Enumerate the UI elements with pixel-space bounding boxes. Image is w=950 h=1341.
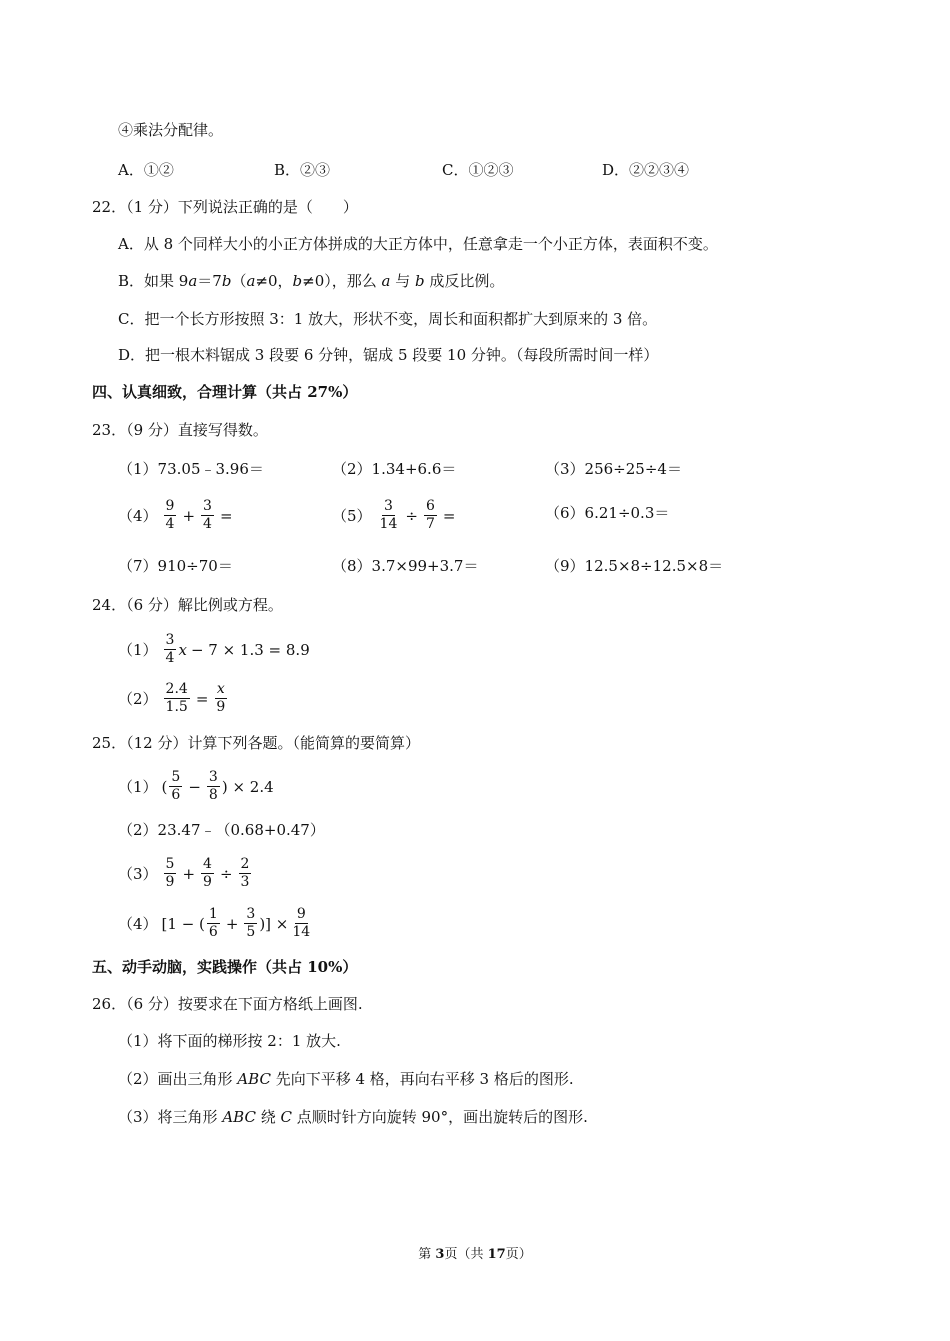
q25-item-1 [118,769,274,804]
q26-i3-pre: （3）将三角形 [118,1108,223,1126]
q26-i2-post: 先向下平移 4 格，再向右平移 3 格后的图形. [270,1070,574,1088]
operator: + [182,864,196,883]
q22-b-var-a: a [188,272,198,290]
denominator: 8 [208,787,218,803]
paren-open: ( [161,777,168,796]
q26-item-3 [118,1107,588,1127]
q21-option-b: B．②③ [274,161,331,179]
q22-b-cond2: ≠0， [255,272,293,290]
q25-i4-pre: [1 − ( [161,914,205,933]
equals: = [442,506,456,525]
operator: + [182,506,196,525]
denominator: 14 [292,924,311,940]
q22-b-b2: b [415,272,425,290]
q24-i1-rest: − 7 × 1.3 = 8.9 [190,640,310,659]
q25-item-2: （2）23.47﹣（0.68+0.47） [118,821,325,839]
q26-item-2 [118,1069,574,1089]
numerator: 9 [296,906,306,922]
q22-option-b [118,271,504,291]
q24-i1-label: （1） [118,640,158,659]
fraction [239,856,252,891]
denominator: 9 [203,874,212,890]
q23-i5-label: （5） [332,506,372,525]
q23-item-8: （8）3.7×99+3.7＝ [332,557,479,575]
numerator: 5 [171,769,181,785]
q23-item-9: （9）12.5×8÷12.5×8＝ [545,557,724,575]
q26-i3-abc: ABC [222,1108,256,1126]
fraction [214,681,227,716]
q24-i2-label: （2） [118,689,158,708]
numerator: 3 [203,498,212,514]
footer-post: 页） [505,1247,532,1262]
q23-item-7: （7）910÷70＝ [118,557,233,575]
q25-item-3 [118,856,253,891]
footer-pre: 第 [418,1247,436,1262]
q22-option-d: D．把一根木料锯成 3 段要 6 分钟，锯成 5 段要 10 分钟。（每段所需时间一样） [118,346,659,364]
q22-b-var-b: b [221,272,232,290]
q26-i2-pre: （2）画出三角形 [118,1070,238,1088]
variable-x: x [178,640,187,659]
fraction [169,769,182,804]
q26-item-1: （1）将下面的梯形按 2：1 放大. [118,1032,341,1050]
numerator: 1 [208,906,218,922]
numerator: 3 [246,906,256,922]
operator: ÷ [219,864,233,883]
q22-option-a: A．从 8 个同样大小的小正方体拼成的大正方体中，任意拿走一个小正方体，表面积不变。 [118,235,718,253]
q23-item-2: （2）1.34+6.6＝ [332,460,457,478]
section-5-heading: 五、动手动脑，实践操作（共占 10%） [92,958,358,976]
q22-b-pre: B．如果 9 [118,272,189,290]
numerator: 6 [425,498,435,514]
denominator: 4 [203,516,212,532]
section-4-heading: 四、认真细致，合理计算（共占 27%） [92,383,358,401]
q25-i4-label: （4） [118,914,158,933]
q25-i3-label: （3） [118,864,158,883]
q21-item-4: ④乘法分配律。 [118,121,224,139]
numerator: x [216,681,225,697]
q22-option-c: C．把一个长方形按照 3：1 放大，形状不变，周长和面积都扩大到原来的 3 倍。 [118,310,658,328]
q25-i4-mid: )] × [259,914,289,933]
q26-i3-post: 点顺时针方向旋转 90°，画出旋转后的图形. [291,1108,588,1126]
footer-mid: 页（共 [444,1247,488,1262]
q23-stem: 23．（9 分）直接写得数。 [92,421,268,439]
denominator: 9 [165,874,175,890]
q22-b-cond1: （ [231,272,247,290]
numerator: 2.4 [165,681,188,697]
equals: = [195,689,209,708]
q23-item-1: （1）73.05﹣3.96＝ [118,460,264,478]
q26-i3-mid: 绕 [255,1108,281,1126]
numerator: 3 [165,632,175,648]
fraction [207,769,220,804]
q26-i3-c: C [280,1108,292,1126]
q23-item-3: （3）256÷25÷4＝ [545,460,682,478]
numerator: 3 [208,769,218,785]
q24-stem: 24．（6 分）解比例或方程。 [92,596,283,614]
q25-i1-rest: ) × 2.4 [221,777,274,796]
q26-stem: 26．（6 分）按要求在下面方格纸上画图. [92,995,363,1013]
denominator: 3 [240,874,250,890]
q22-b-cond-b: b [292,272,303,290]
q25-i1-label: （1） [118,777,158,796]
footer-page-number: 3 [435,1247,445,1262]
q22-b-eq: ＝7 [197,272,222,290]
denominator: 9 [216,699,226,715]
fraction [244,906,257,941]
denominator: 5 [246,924,256,940]
equals: = [219,506,233,525]
operator: + [225,914,239,933]
footer-total-pages: 17 [487,1247,506,1262]
denominator: 6 [208,924,218,940]
fraction [424,498,437,533]
fraction [290,906,312,941]
fraction [201,498,214,533]
denominator: 1.5 [165,699,188,715]
numerator: 4 [203,856,212,872]
operator: − [188,777,201,796]
fraction [378,498,400,533]
q22-b-cond3: ≠0），那么 [302,272,382,290]
denominator: 14 [379,516,398,532]
fraction [164,681,190,716]
q23-item-6: （6）6.21÷0.3＝ [545,504,670,522]
fraction [164,498,177,533]
denominator: 4 [165,516,175,532]
q23-i4-label: （4） [118,506,158,525]
q25-item-4 [118,906,314,941]
fraction [164,632,177,667]
q23-item-4 [118,498,237,533]
q21-option-c: C．①②③ [442,161,514,179]
q22-b-a2: a [381,272,391,290]
fraction [201,856,214,891]
q21-option-a: A．①② [118,161,174,179]
q24-item-1 [118,632,310,667]
page-footer [0,1243,950,1262]
denominator: 4 [165,650,175,666]
q22-b-end: 成反比例。 [424,272,505,290]
q22-stem: 22．（1 分）下列说法正确的是（ ） [92,198,358,216]
numerator: 2 [240,856,250,872]
denominator: 7 [425,516,435,532]
numerator: 5 [165,856,175,872]
operator: ÷ [405,506,418,525]
q25-stem: 25．（12 分）计算下列各题。（能简算的要简算） [92,734,420,752]
q22-b-mid: 与 [390,272,416,290]
denominator: 6 [171,787,181,803]
q21-option-d: D．②②③④ [602,161,690,179]
numerator: 3 [384,498,393,514]
q26-i2-abc: ABC [237,1070,271,1088]
fraction [164,856,177,891]
q22-b-cond-a: a [246,272,256,290]
fraction [207,906,220,941]
q23-item-5 [332,498,459,533]
q24-item-2 [118,681,229,716]
numerator: 9 [165,498,175,514]
